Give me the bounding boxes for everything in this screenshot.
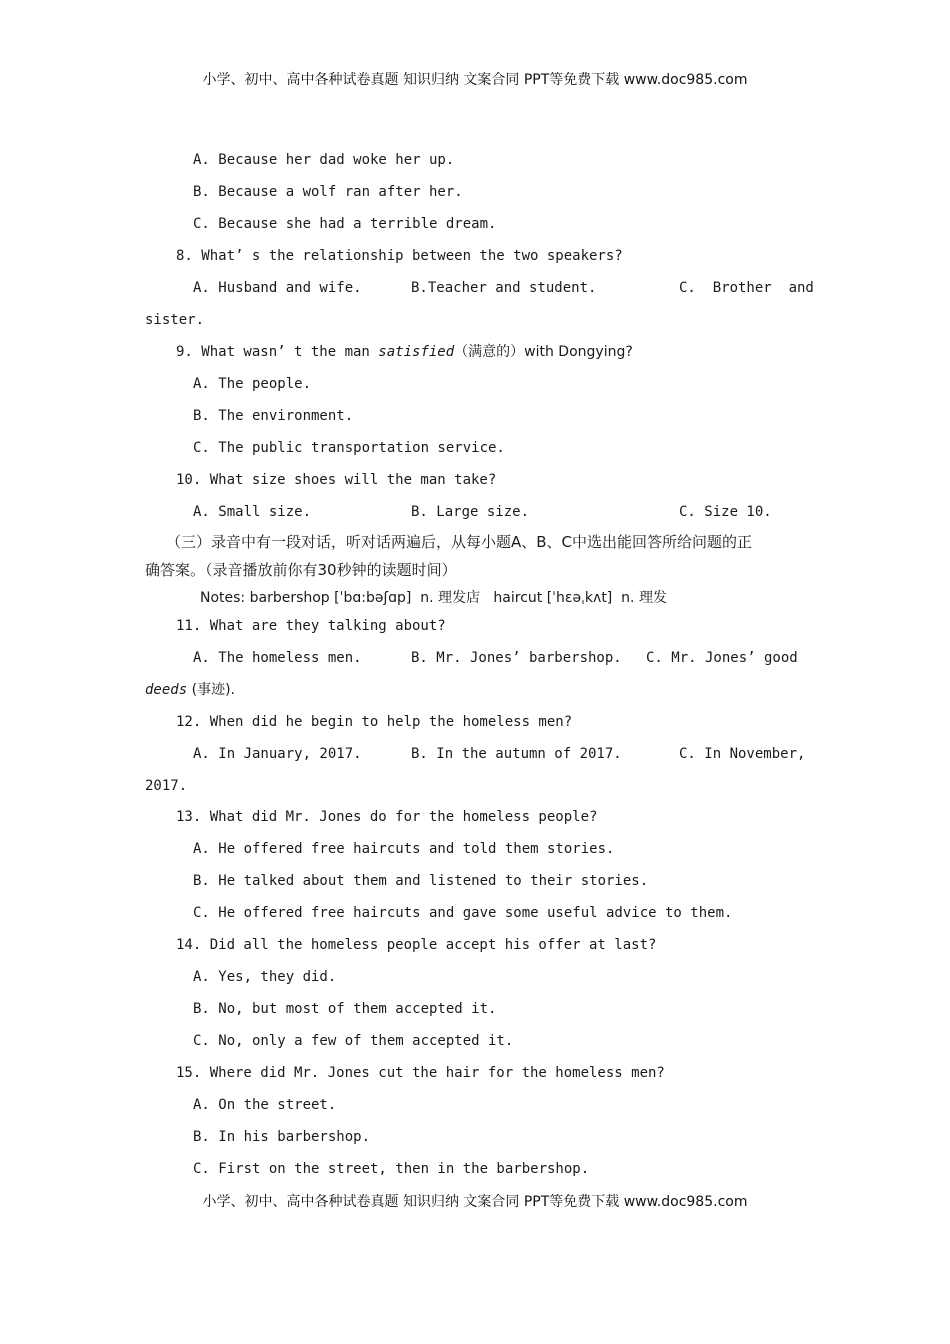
- q9-option-c: C. The public transportation service.: [193, 440, 505, 456]
- q8-option-a: A. Husband and wife.: [193, 280, 362, 296]
- q13-option-c: C. He offered free haircuts and gave some useful advice to them.: [193, 905, 733, 921]
- q9-option-b: B. The environment.: [193, 408, 354, 424]
- q9-stem-pre: 9. What wasn’ t the man: [176, 344, 379, 360]
- q7-option-b: B. Because a wolf ran after her.: [193, 184, 463, 200]
- section3-instruction-line1: （三）录音中有一段对话，听对话两遍后，从每小题A、B、C中选出能回答所给问题的正: [166, 533, 753, 551]
- q14-option-b: B. No, but most of them accepted it.: [193, 1001, 497, 1017]
- q11-option-c: C. Mr. Jones’ good: [646, 650, 798, 666]
- q11-option-a: A. The homeless men.: [193, 650, 362, 666]
- q8-option-b: B.Teacher and student.: [411, 280, 597, 296]
- q13-stem: 13. What did Mr. Jones do for the homeless people?: [176, 809, 598, 825]
- q12-option-c-continued: 2017.: [145, 778, 188, 794]
- q12-option-b: B. In the autumn of 2017.: [411, 746, 622, 762]
- q14-stem: 14. Did all the homeless people accept his offer at last?: [176, 937, 657, 953]
- q7-option-a: A. Because her dad woke her up.: [193, 152, 455, 168]
- q10-option-b: B. Large size.: [411, 504, 530, 520]
- page-header: 小学、初中、高中各种试卷真题 知识归纳 文案合同 PPT等免费下载 www.doc985.com: [202, 72, 748, 88]
- q13-option-a: A. He offered free haircuts and told them stories.: [193, 841, 615, 857]
- q10-option-a: A. Small size.: [193, 504, 312, 520]
- q14-option-a: A. Yes, they did.: [193, 969, 337, 985]
- q12-option-a: A. In January, 2017.: [193, 746, 362, 762]
- q9-stem-italic: satisfied: [378, 344, 455, 360]
- q12-stem: 12. When did he begin to help the homeless men?: [176, 714, 573, 730]
- q11-option-c-continued: [145, 681, 235, 699]
- q14-option-c: C. No, only a few of them accepted it.: [193, 1033, 514, 1049]
- q15-option-b: B. In his barbershop.: [193, 1129, 371, 1145]
- q15-option-c: C. First on the street, then in the barbershop.: [193, 1161, 590, 1177]
- q9-stem: [176, 343, 633, 361]
- q8-stem: 8. What’ s the relationship between the two speakers?: [176, 248, 623, 264]
- q9-option-a: A. The people.: [193, 376, 312, 392]
- q10-option-c: C. Size 10.: [679, 504, 772, 520]
- q11-stem: 11. What are they talking about?: [176, 618, 446, 634]
- q8-option-c: C. Brother and: [679, 280, 814, 296]
- q12-option-c: C. In November,: [679, 746, 806, 762]
- q10-stem: 10. What size shoes will the man take?: [176, 472, 497, 488]
- section3-notes: Notes: barbershop [ˈbɑ:bəʃɑp] n. 理发店 haircut [ˈhɛəˌkʌt] n. 理发: [200, 590, 667, 606]
- q15-stem: 15. Where did Mr. Jones cut the hair for the homeless men?: [176, 1065, 665, 1081]
- q11-deeds-gloss: (事迹).: [187, 682, 235, 698]
- section3-instruction-line2: 确答案。（录音播放前你有30秒钟的读题时间）: [145, 561, 457, 579]
- q11-deeds-italic: deeds: [145, 682, 188, 698]
- q13-option-b: B. He talked about them and listened to their stories.: [193, 873, 649, 889]
- page-footer: 小学、初中、高中各种试卷真题 知识归纳 文案合同 PPT等免费下载 www.doc985.com: [202, 1194, 748, 1210]
- q15-option-a: A. On the street.: [193, 1097, 337, 1113]
- q7-option-c: C. Because she had a terrible dream.: [193, 216, 497, 232]
- q11-option-b: B. Mr. Jones’ barbershop.: [411, 650, 622, 666]
- q8-option-c-continued: sister.: [145, 312, 205, 328]
- q9-stem-post: （满意的）with Dongying?: [454, 344, 633, 360]
